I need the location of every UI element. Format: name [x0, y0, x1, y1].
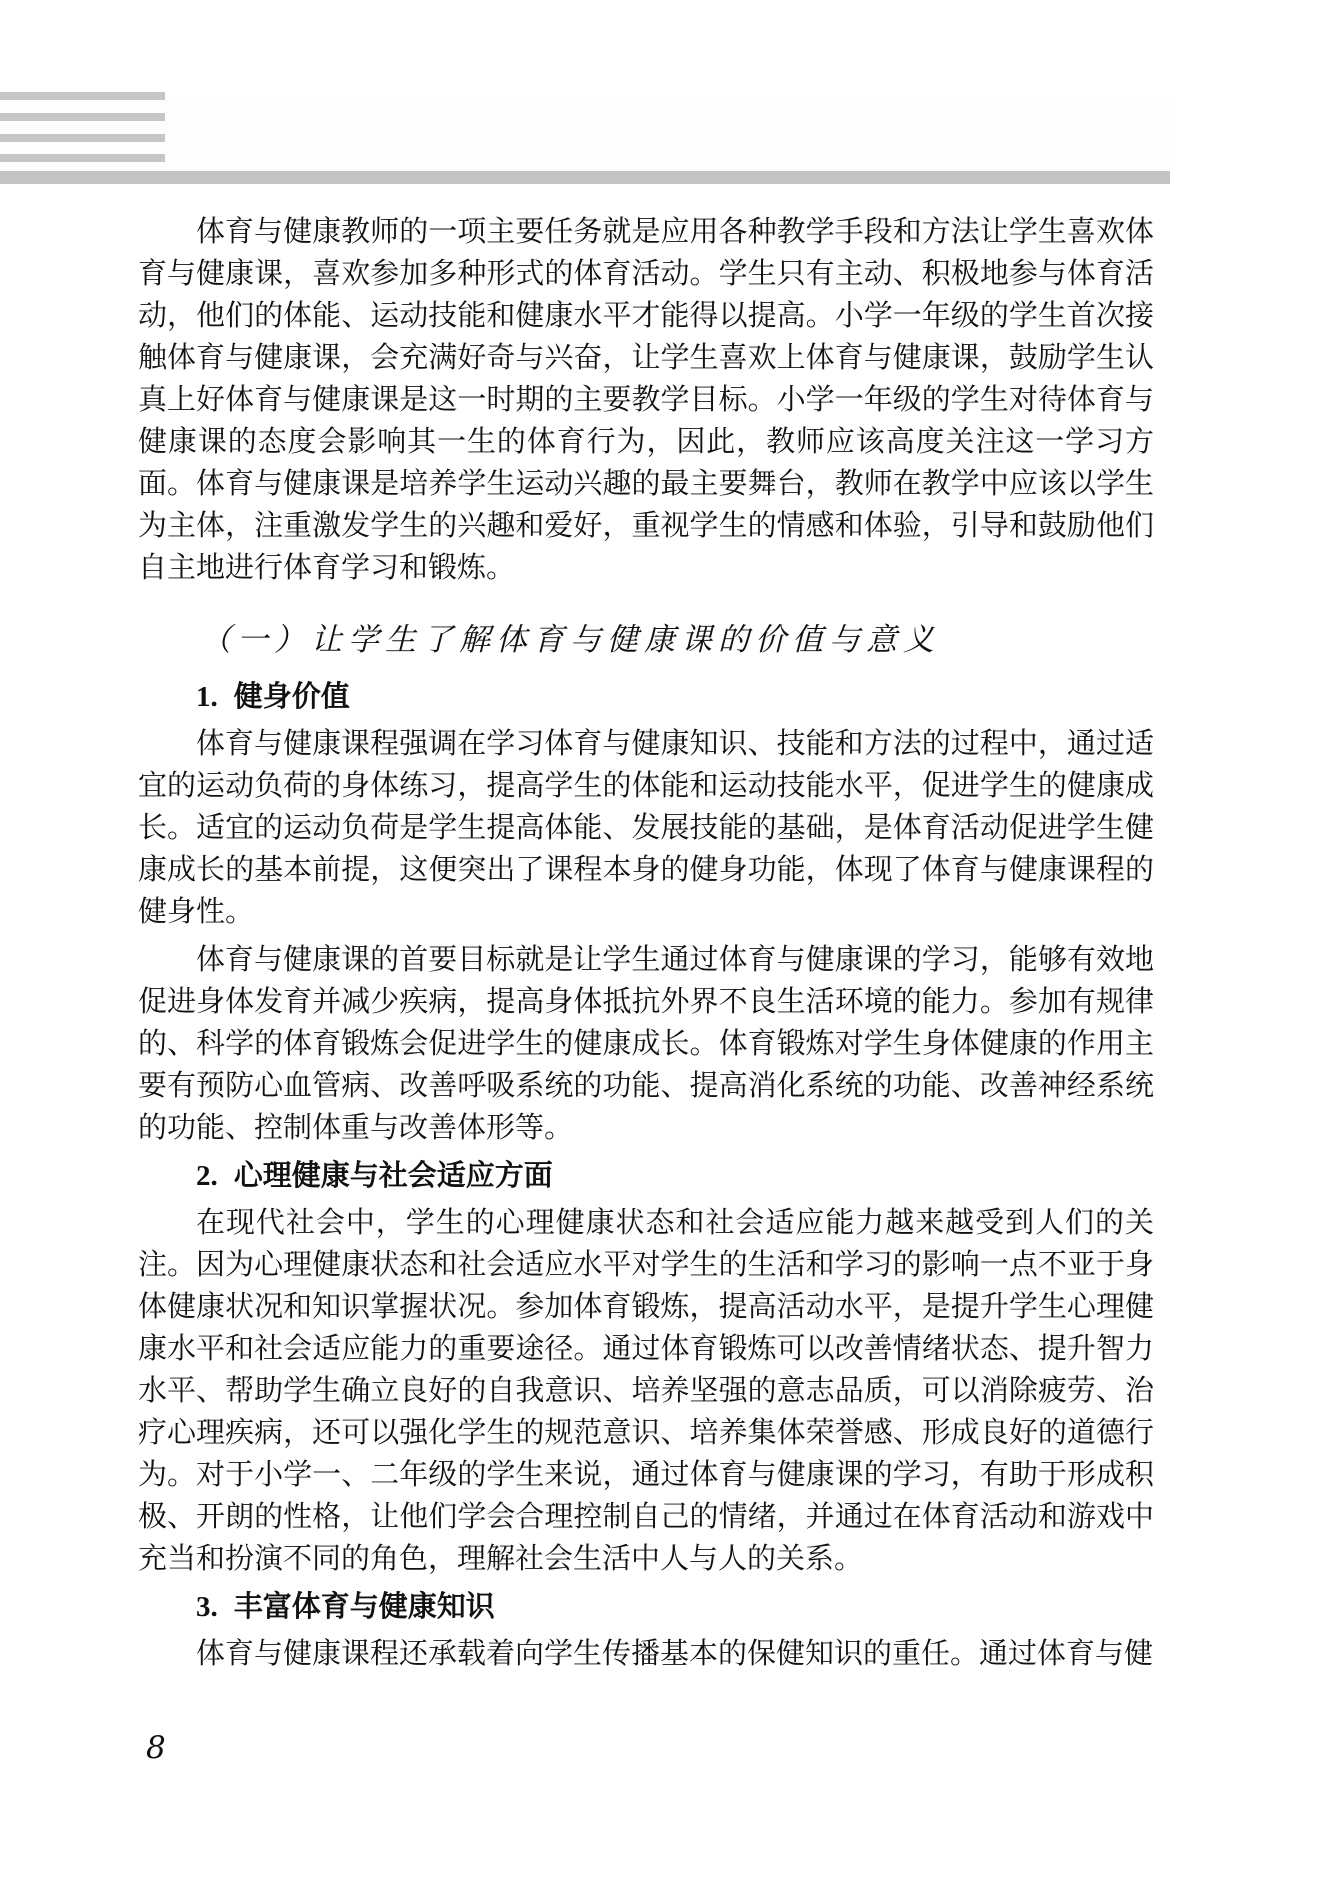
intro-paragraph: 体育与健康教师的一项主要任务就是应用各种教学手段和方法让学生喜欢体育与健康课，喜欢参加多种形式的体育活动。学生只有主动、积极地参与体育活动，他们的体能、运动技能和健康水平才能得以提高。小学一年级的学生首次接触体育与健康课，会充满好奇与兴奋，让学生喜欢上体育与健康课，鼓励学生认真上好体育与健康课是这一时期的主要教学目标。小学一年级的学生对待体育与健康课的态度会影响其一生的体育行为，因此，教师应该高度关注这一学习方面。体育与健康课是培养学生运动兴趣的最主要舞台，教师在教学中应该以学生为主体，注重激发学生的兴趣和爱好，重视学生的情感和体验，引导和鼓励他们自主地进行体育学习和锻炼。: [138, 216, 1154, 584]
subsection-heading-1: [138, 676, 1154, 718]
subsection-heading-3: [138, 1586, 1154, 1628]
subsection-number: 3.: [196, 1591, 218, 1623]
page-body: [138, 211, 1154, 1681]
header-bar-2: [0, 113, 165, 121]
body-paragraph: 在现代社会中，学生的心理健康状态和社会适应能力越来越受到人们的关注。因为心理健康状态和社会适应水平对学生的生活和学习的影响一点不亚于身体健康状况和知识掌握状况。参加体育锻炼，提高活动水平，是提升学生心理健康水平和社会适应能力的重要途径。通过体育锻炼可以改善情绪状态、提升智力水平、帮助学生确立良好的自我意识、培养坚强的意志品质，可以消除疲劳、治疗心理疾病，还可以强化学生的规范意识、培养集体荣誉感、形成良好的道德行为。对于小学一、二年级的学生来说，通过体育与健康课的学习，有助于形成积极、开朗的性格，让他们学会合理控制自己的情绪，并通过在体育活动和游戏中充当和扮演不同的角色，理解社会生活中人与人的关系。: [138, 1207, 1154, 1575]
header-band: [0, 171, 1170, 184]
body-paragraph: 体育与健康课程强调在学习体育与健康知识、技能和方法的过程中，通过适宜的运动负荷的身体练习，提高学生的体能和运动技能水平，促进学生的健康成长。适宜的运动负荷是学生提高体能、发展技能的基础，是体育活动促进学生健康成长的基本前提，这便突出了课程本身的健身功能，体现了体育与健康课程的健身性。: [138, 728, 1154, 928]
header-panel: [0, 95, 1170, 171]
subsection-title: 丰富体育与健康知识: [233, 1591, 495, 1623]
body-paragraph: 体育与健康课程还承载着向学生传播基本的保健知识的重任。通过体育与健: [196, 1638, 1154, 1670]
header-bar-3: [0, 134, 165, 142]
section-heading: （一）让学生了解体育与健康课的价值与意义: [200, 622, 940, 657]
body-paragraph: 体育与健康课的首要目标就是让学生通过体育与健康课的学习，能够有效地促进身体发育并减少疾病，提高身体抵抗外界不良生活环境的能力。参加有规律的、科学的体育锻炼会促进学生的健康成长。体育锻炼对学生身体健康的作用主要有预防心血管病、改善呼吸系统的功能、提高消化系统的功能、改善神经系统的功能、控制体重与改善体形等。: [138, 944, 1154, 1144]
subsection-heading-2: [138, 1155, 1154, 1197]
subsection-title: 心理健康与社会适应方面: [233, 1160, 553, 1192]
header-bar-1: [0, 92, 165, 100]
header-bar-4: [0, 154, 165, 162]
subsection-number: 2.: [196, 1160, 218, 1192]
subsection-title: 健身价值: [233, 681, 350, 713]
subsection-number: 1.: [196, 681, 218, 713]
page-number: 8: [146, 1730, 166, 1766]
